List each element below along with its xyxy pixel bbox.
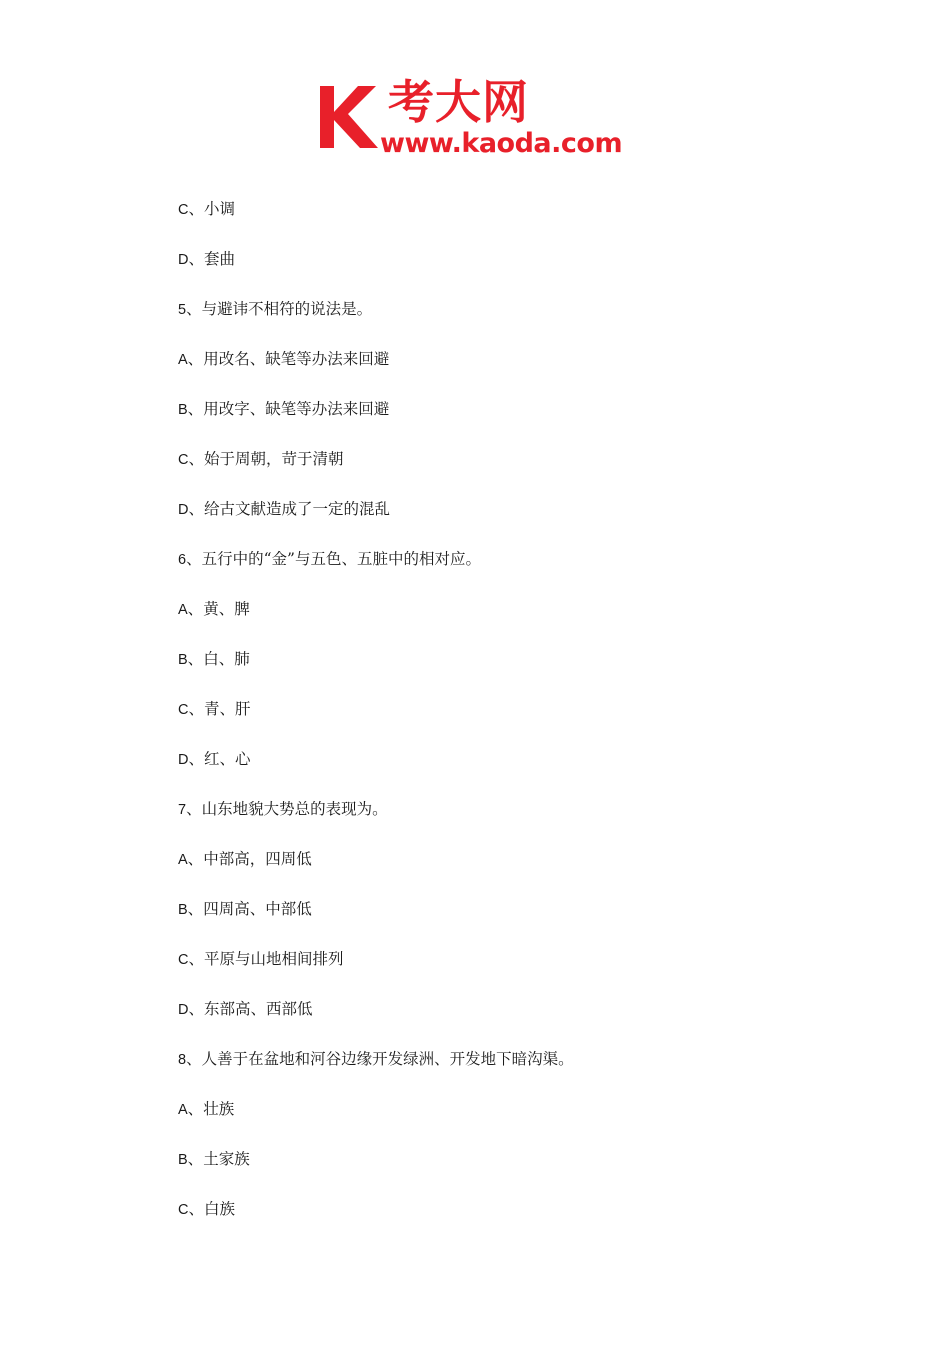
option-item bbox=[178, 647, 878, 697]
item-label: 6 bbox=[178, 552, 187, 568]
option-item bbox=[178, 597, 878, 647]
item-separator: 、 bbox=[187, 350, 204, 368]
item-text: 壮族 bbox=[203, 1100, 235, 1118]
question-item bbox=[178, 547, 878, 597]
item-separator: 、 bbox=[188, 1200, 204, 1218]
option-item bbox=[178, 1147, 878, 1197]
item-text: 黄、脾 bbox=[203, 600, 250, 618]
item-text: 白族 bbox=[204, 1200, 236, 1218]
logo-title: 考大网 bbox=[388, 75, 529, 129]
item-separator: 、 bbox=[188, 950, 204, 968]
item-separator: 、 bbox=[186, 800, 202, 818]
item-text: 红、心 bbox=[204, 750, 251, 768]
item-text: 中部高，四周低 bbox=[203, 850, 312, 868]
option-item bbox=[178, 747, 878, 797]
logo-url: www.kaoda.com bbox=[380, 128, 623, 159]
item-text: 人善于在盆地和河谷边缘开发绿洲、开发地下暗沟渠。 bbox=[201, 1050, 574, 1068]
option-item bbox=[178, 447, 878, 497]
item-separator: 、 bbox=[187, 1150, 204, 1168]
option-item bbox=[178, 197, 878, 247]
option-item bbox=[178, 997, 878, 1047]
item-label: D bbox=[178, 502, 189, 518]
item-separator: 、 bbox=[188, 450, 204, 468]
item-label: B bbox=[178, 402, 188, 418]
option-item bbox=[178, 397, 878, 447]
item-label: C bbox=[178, 702, 189, 718]
option-item bbox=[178, 247, 878, 297]
item-text: 平原与山地相间排列 bbox=[204, 950, 344, 968]
item-separator: 、 bbox=[188, 750, 204, 768]
item-text: 四周高、中部低 bbox=[203, 900, 312, 918]
item-separator: 、 bbox=[187, 900, 204, 918]
question-item bbox=[178, 297, 878, 347]
item-label: C bbox=[178, 202, 189, 218]
item-label: B bbox=[178, 1152, 188, 1168]
item-label: A bbox=[178, 602, 188, 618]
item-separator: 、 bbox=[186, 550, 202, 568]
item-label: D bbox=[178, 252, 189, 268]
item-text: 用改名、缺笔等办法来回避 bbox=[203, 350, 390, 368]
item-label: A bbox=[178, 352, 188, 368]
option-item bbox=[178, 697, 878, 747]
item-separator: 、 bbox=[188, 700, 204, 718]
item-separator: 、 bbox=[187, 850, 204, 868]
item-label: D bbox=[178, 752, 189, 768]
item-label: 8 bbox=[178, 1052, 187, 1068]
question-item bbox=[178, 797, 878, 847]
question-item bbox=[178, 1047, 878, 1097]
site-logo bbox=[318, 74, 640, 160]
item-text: 给古文献造成了一定的混乱 bbox=[204, 500, 391, 518]
item-label: 5 bbox=[178, 302, 187, 318]
item-text: 始于周朝，苛于清朝 bbox=[204, 450, 344, 468]
item-text: 五行中的“金”与五色、五脏中的相对应。 bbox=[201, 550, 481, 568]
item-separator: 、 bbox=[187, 1100, 204, 1118]
item-separator: 、 bbox=[188, 250, 204, 268]
item-separator: 、 bbox=[186, 1050, 202, 1068]
question-list bbox=[178, 197, 878, 1247]
item-separator: 、 bbox=[188, 500, 204, 518]
item-label: D bbox=[178, 1002, 189, 1018]
item-label: C bbox=[178, 452, 189, 468]
item-label: A bbox=[178, 1102, 188, 1118]
item-label: C bbox=[178, 952, 189, 968]
item-separator: 、 bbox=[187, 400, 204, 418]
option-item bbox=[178, 1197, 878, 1247]
item-text: 套曲 bbox=[204, 250, 236, 268]
item-separator: 、 bbox=[187, 650, 204, 668]
item-label: A bbox=[178, 852, 188, 868]
item-label: B bbox=[178, 652, 188, 668]
item-label: C bbox=[178, 1202, 189, 1218]
item-text: 土家族 bbox=[203, 1150, 250, 1168]
option-item bbox=[178, 847, 878, 897]
item-text: 用改字、缺笔等办法来回避 bbox=[203, 400, 390, 418]
item-label: B bbox=[178, 902, 188, 918]
item-text: 与避讳不相符的说法是。 bbox=[201, 300, 373, 318]
item-separator: 、 bbox=[186, 300, 202, 318]
logo-k-icon bbox=[318, 82, 380, 150]
item-text: 青、肝 bbox=[204, 700, 251, 718]
option-item bbox=[178, 947, 878, 997]
item-text: 东部高、西部低 bbox=[204, 1000, 313, 1018]
item-text: 白、肺 bbox=[203, 650, 250, 668]
item-text: 山东地貌大势总的表现为。 bbox=[201, 800, 388, 818]
item-label: 7 bbox=[178, 802, 187, 818]
item-text: 小调 bbox=[204, 200, 236, 218]
option-item bbox=[178, 1097, 878, 1147]
item-separator: 、 bbox=[187, 600, 204, 618]
option-item bbox=[178, 497, 878, 547]
item-separator: 、 bbox=[188, 200, 204, 218]
item-separator: 、 bbox=[188, 1000, 204, 1018]
option-item bbox=[178, 347, 878, 397]
option-item bbox=[178, 897, 878, 947]
